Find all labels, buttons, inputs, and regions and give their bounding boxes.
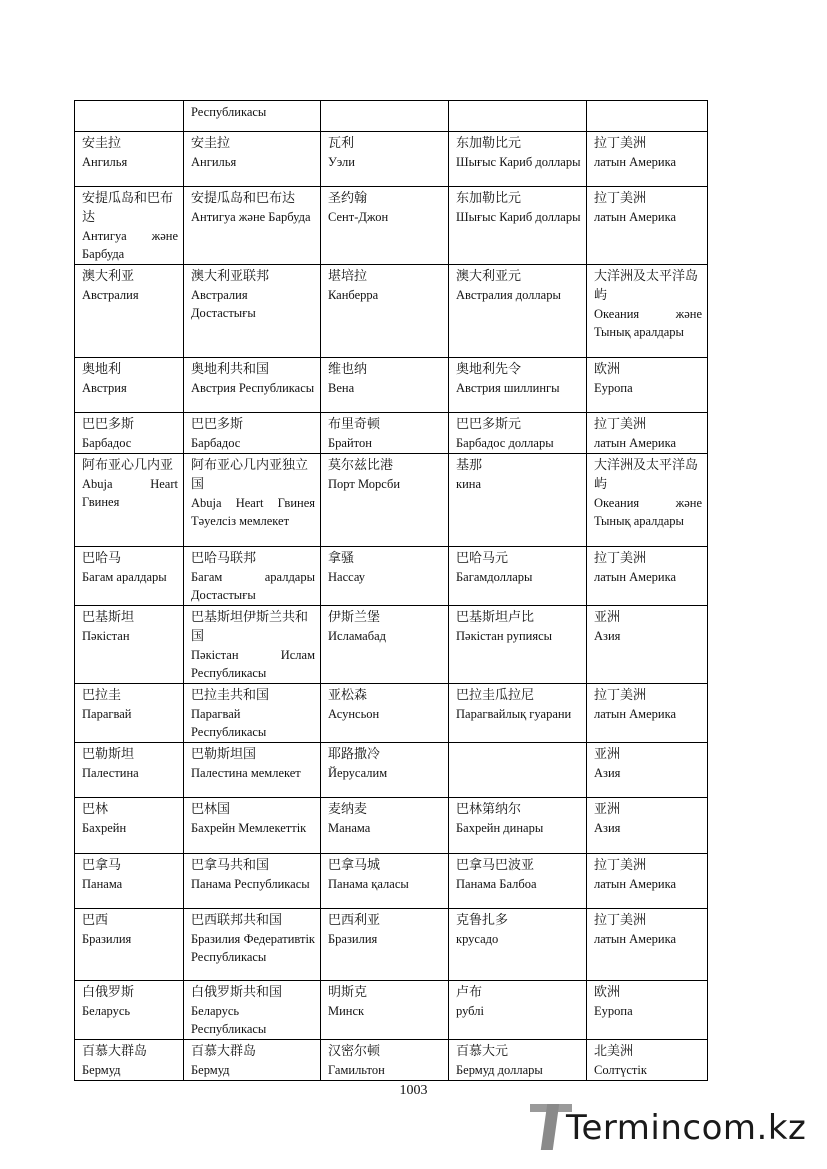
capital-kazakh: Вена [328,381,355,395]
official-name-chinese: 巴林国 [191,802,231,817]
table-row [75,132,708,187]
country-kazakh: Барбадос [82,436,132,450]
official-name-kazakh: Антигуа және Барбуда [191,210,311,224]
table-row [75,454,708,547]
capital-kazakh: Панама қаласы [328,877,409,891]
currency-chinese: 奥地利先令 [456,362,522,377]
capital-cell [321,265,449,358]
country-chinese: 百慕大群岛 [82,1044,148,1059]
country-chinese: 巴拿马 [82,858,122,873]
currency-cell [449,798,587,854]
currency-cell [449,101,587,132]
capital-cell [321,981,449,1040]
country-chinese: 巴巴多斯 [82,417,135,432]
currency-chinese: 卢布 [456,985,483,1000]
official-name-kazakh: Бахрейн Мемлекеттік [191,821,307,835]
country-cell [75,265,184,358]
region-cell [587,606,708,684]
table-row [75,265,708,358]
table-row [75,743,708,798]
official-name-cell [184,981,321,1040]
table-row [75,684,708,743]
country-cell [75,101,184,132]
country-chinese: 白俄罗斯 [82,985,135,1000]
country-terms-table [74,100,708,1081]
country-kazakh: Abuja Heart Гвинея [82,477,178,509]
official-name-chinese: 百慕大群岛 [191,1044,257,1059]
page-number: 1003 [399,1083,428,1098]
country-cell [75,743,184,798]
official-name-cell [184,187,321,265]
region-kazakh: латын Америка [594,210,676,224]
country-kazakh: Австрия [82,381,127,395]
table-row [75,606,708,684]
official-name-cell [184,743,321,798]
country-chinese: 安提瓜岛和巴布达 [82,191,174,225]
region-kazakh: Азия [594,821,621,835]
official-name-kazakh: Парагвай Республикасы [191,707,267,739]
official-name-cell [184,547,321,606]
region-cell [587,1040,708,1081]
official-name-cell [184,684,321,743]
country-cell [75,981,184,1040]
official-name-kazakh: Барбадос [191,436,241,450]
country-cell [75,454,184,547]
table-row [75,854,708,909]
table-row [75,981,708,1040]
currency-cell [449,684,587,743]
official-name-chinese: 奥地利共和国 [191,362,270,377]
country-chinese: 阿布亚心几内亚 [82,458,174,473]
capital-chinese: 圣约翰 [328,191,368,206]
official-name-cell [184,413,321,454]
country-cell [75,132,184,187]
capital-kazakh: Сент-Джон [328,210,389,224]
official-name-cell [184,101,321,132]
currency-cell [449,1040,587,1081]
region-cell [587,413,708,454]
currency-kazakh: Багамдоллары [456,570,533,584]
region-kazakh: латын Америка [594,155,676,169]
capital-kazakh: Нассау [328,570,365,584]
country-chinese: 巴林 [82,802,109,817]
currency-chinese: 巴林第纳尔 [456,802,522,817]
official-name-kazakh: Пәкістан Ислам Республикасы [191,648,315,680]
currency-cell [449,743,587,798]
region-kazakh: Азия [594,766,621,780]
capital-chinese: 布里奇顿 [328,417,381,432]
country-kazakh: Австралия [82,288,139,302]
capital-chinese: 瓦利 [328,136,355,151]
country-chinese: 澳大利亚 [82,269,135,284]
region-chinese: 拉丁美洲 [594,551,647,566]
country-kazakh: Ангилья [82,155,128,169]
capital-chinese: 麦纳麦 [328,802,368,817]
official-name-kazakh: Республикасы [191,105,267,119]
table-row [75,1040,708,1081]
country-cell [75,606,184,684]
region-cell [587,454,708,547]
capital-chinese: 汉密尔顿 [328,1044,381,1059]
country-kazakh: Панама [82,877,123,891]
country-kazakh: Палестина [82,766,139,780]
table-row [75,547,708,606]
currency-kazakh: Шығыс Кариб доллары [456,210,581,224]
region-cell [587,854,708,909]
region-kazakh: латын Америка [594,877,676,891]
table-row [75,101,708,132]
capital-chinese: 亚松森 [328,688,368,703]
capital-cell [321,187,449,265]
termincom-logo [528,1098,816,1156]
country-kazakh: Бразилия [82,932,132,946]
table-row [75,358,708,413]
table-body [75,101,708,1081]
country-cell [75,798,184,854]
currency-kazakh: Барбадос доллары [456,436,554,450]
region-chinese: 拉丁美洲 [594,858,647,873]
table-row [75,798,708,854]
currency-chinese: 巴基斯坦卢比 [456,610,535,625]
region-chinese: 拉丁美洲 [594,688,647,703]
official-name-cell [184,854,321,909]
country-kazakh: Парагвай [82,707,132,721]
official-name-kazakh: Палестина мемлекет [191,766,301,780]
official-name-kazakh: Багам аралдары Достастығы [191,570,315,602]
capital-cell [321,358,449,413]
capital-chinese: 明斯克 [328,985,368,1000]
capital-kazakh: Исламабад [328,629,387,643]
capital-cell [321,606,449,684]
capital-chinese: 耶路撒冷 [328,747,381,762]
country-cell [75,547,184,606]
region-cell [587,547,708,606]
country-chinese: 巴基斯坦 [82,610,135,625]
country-cell [75,854,184,909]
currency-cell [449,413,587,454]
capital-kazakh: Манама [328,821,371,835]
region-cell [587,265,708,358]
official-name-cell [184,454,321,547]
currency-chinese: 东加勒比元 [456,191,522,206]
capital-kazakh: Йерусалим [328,766,388,780]
country-chinese: 安圭拉 [82,136,122,151]
region-chinese: 欧洲 [594,362,621,377]
country-chinese: 巴西 [82,913,109,928]
capital-cell [321,132,449,187]
official-name-kazakh: Бермуд [191,1063,230,1077]
capital-cell [321,684,449,743]
currency-chinese: 克鲁扎多 [456,913,509,928]
currency-cell [449,981,587,1040]
currency-chinese: 巴巴多斯元 [456,417,522,432]
capital-cell [321,547,449,606]
logo-wordmark: Termincom.kz [566,1108,807,1148]
currency-cell [449,606,587,684]
currency-kazakh: Пәкістан рупиясы [456,629,553,643]
currency-kazakh: Бахрейн динары [456,821,544,835]
region-cell [587,101,708,132]
official-name-chinese: 巴巴多斯 [191,417,244,432]
capital-cell [321,413,449,454]
table-row [75,413,708,454]
currency-cell [449,358,587,413]
currency-kazakh: Австралия доллары [456,288,561,302]
currency-chinese: 基那 [456,458,483,473]
official-name-kazakh: Бразилия Федеративтік Республикасы [191,932,315,964]
country-cell [75,187,184,265]
country-kazakh: Багам аралдары [82,570,167,584]
region-cell [587,187,708,265]
official-name-cell [184,358,321,413]
official-name-kazakh: Австралия Достастығы [191,288,256,320]
official-name-cell [184,606,321,684]
official-name-kazakh: Панама Республикасы [191,877,310,891]
currency-chinese: 百慕大元 [456,1044,509,1059]
region-kazakh: Океания және Тынық аралдары [594,496,702,528]
currency-kazakh: Панама Балбоа [456,877,537,891]
country-chinese: 奥地利 [82,362,122,377]
country-chinese: 巴哈马 [82,551,122,566]
capital-cell [321,1040,449,1081]
capital-kazakh: Минск [328,1004,365,1018]
official-name-chinese: 白俄罗斯共和国 [191,985,283,1000]
official-name-chinese: 阿布亚心几内亚独立国 [191,458,309,492]
currency-kazakh: крусадо [456,932,499,946]
currency-cell [449,854,587,909]
region-chinese: 亚洲 [594,610,621,625]
country-kazakh: Антигуа және Барбуда [82,229,178,261]
region-chinese: 北美洲 [594,1044,634,1059]
country-chinese: 巴拉圭 [82,688,122,703]
capital-kazakh: Асунсьон [328,707,380,721]
capital-chinese: 莫尔兹比港 [328,458,394,473]
official-name-chinese: 巴拿马共和国 [191,858,270,873]
capital-chinese: 伊斯兰堡 [328,610,381,625]
country-kazakh: Бермуд [82,1063,121,1077]
capital-cell [321,798,449,854]
currency-kazakh: кина [456,477,481,491]
capital-cell [321,909,449,981]
capital-kazakh: Брайтон [328,436,372,450]
region-cell [587,684,708,743]
capital-chinese: 拿骚 [328,551,355,566]
currency-kazakh: Парагвайлық гуарани [456,707,572,721]
region-kazakh: Океания және Тынық аралдары [594,307,702,339]
region-chinese: 拉丁美洲 [594,191,647,206]
region-cell [587,132,708,187]
capital-cell [321,743,449,798]
country-chinese: 巴勒斯坦 [82,747,135,762]
currency-chinese: 东加勒比元 [456,136,522,151]
official-name-cell [184,1040,321,1081]
region-cell [587,909,708,981]
official-name-chinese: 巴基斯坦伊斯兰共和国 [191,610,309,644]
currency-chinese: 巴拉圭瓜拉尼 [456,688,535,703]
country-cell [75,358,184,413]
currency-kazakh: Шығыс Кариб доллары [456,155,581,169]
capital-chinese: 巴拿马城 [328,858,381,873]
region-chinese: 大洋洲及太平洋岛屿 [594,458,699,492]
capital-cell [321,101,449,132]
capital-kazakh: Уэли [328,155,355,169]
region-cell [587,358,708,413]
region-cell [587,798,708,854]
capital-kazakh: Гамильтон [328,1063,385,1077]
region-chinese: 大洋洲及太平洋岛屿 [594,269,699,303]
official-name-cell [184,909,321,981]
capital-kazakh: Канберра [328,288,379,302]
region-chinese: 亚洲 [594,802,621,817]
country-kazakh: Беларусь [82,1004,131,1018]
official-name-kazakh: Abuja Heart Гвинея Тәуелсіз мемлекет [191,496,315,528]
official-name-chinese: 安提瓜岛和巴布达 [191,191,296,206]
country-cell [75,1040,184,1081]
region-chinese: 拉丁美洲 [594,136,647,151]
official-name-kazakh: Ангилья [191,155,237,169]
currency-cell [449,454,587,547]
official-name-kazakh: Австрия Республикасы [191,381,315,395]
country-kazakh: Пәкістан [82,629,130,643]
currency-kazakh: Бермуд доллары [456,1063,543,1077]
currency-kazakh: Австрия шиллингы [456,381,560,395]
currency-chinese: 巴拿马巴波亚 [456,858,535,873]
currency-cell [449,187,587,265]
capital-kazakh: Порт Морсби [328,477,401,491]
region-kazakh: латын Америка [594,932,676,946]
official-name-chinese: 巴拉圭共和国 [191,688,270,703]
official-name-chinese: 巴西联邦共和国 [191,913,283,928]
official-name-chinese: 巴勒斯坦国 [191,747,257,762]
region-kazakh: Еуропа [594,381,633,395]
official-name-kazakh: Беларусь Республикасы [191,1004,267,1036]
region-kazakh: Азия [594,629,621,643]
region-chinese: 拉丁美洲 [594,417,647,432]
table-row [75,187,708,265]
region-cell [587,981,708,1040]
region-kazakh: латын Америка [594,707,676,721]
country-cell [75,909,184,981]
region-kazakh: Еуропа [594,1004,633,1018]
region-cell [587,743,708,798]
capital-chinese: 维也纳 [328,362,368,377]
capital-chinese: 堪培拉 [328,269,368,284]
capital-chinese: 巴西利亚 [328,913,381,928]
currency-cell [449,909,587,981]
region-kazakh: латын Америка [594,436,676,450]
capital-cell [321,454,449,547]
capital-kazakh: Бразилия [328,932,378,946]
currency-chinese: 巴哈马元 [456,551,509,566]
region-kazakh: латын Америка [594,570,676,584]
currency-chinese: 澳大利亚元 [456,269,522,284]
currency-cell [449,265,587,358]
region-kazakh: Солтүстік [594,1063,647,1077]
region-chinese: 拉丁美洲 [594,913,647,928]
region-chinese: 欧洲 [594,985,621,1000]
country-cell [75,413,184,454]
currency-cell [449,132,587,187]
official-name-chinese: 巴哈马联邦 [191,551,257,566]
region-chinese: 亚洲 [594,747,621,762]
currency-cell [449,547,587,606]
official-name-chinese: 澳大利亚联邦 [191,269,270,284]
official-name-cell [184,132,321,187]
country-kazakh: Бахрейн [82,821,127,835]
country-cell [75,684,184,743]
official-name-chinese: 安圭拉 [191,136,231,151]
capital-cell [321,854,449,909]
official-name-cell [184,265,321,358]
currency-kazakh: рублі [456,1004,484,1018]
official-name-cell [184,798,321,854]
table-row [75,909,708,981]
